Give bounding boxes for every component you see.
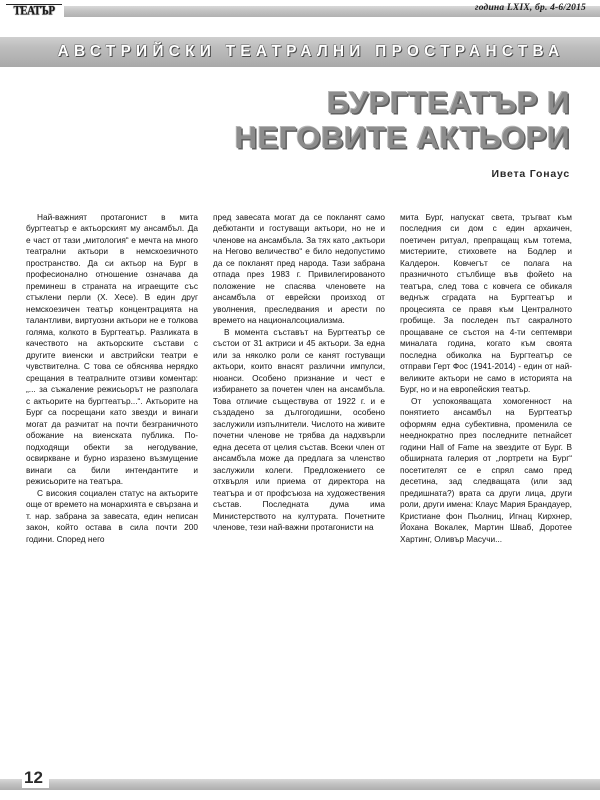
paragraph: С високия социален статус на актьорите още от времето на монархията е свързана и т. нар. забрана за завесата, един неписан закон, който остава в сила почти 200 години. Според него [26,487,199,544]
paragraph: Най-важният протагонист в мита бургтеатър е актьорският му ансамбъл. Да е част от тази „митология“ е мечта на много театрални актьори в немскоезичното пространство. Да си актьор на Бург в професионално отношение означава да преминеш в страната на играещите със стъклени перли (Х. Хесе). В един друг немскоезичен театър концентрацията на талантливи, виртуозни актьори не е толкова голяма, колкото в Бургтеатър. Разликата в качеството на актьорските състави с другите виенски и австрийски театри е чувствителна. С това се обяснява нерядко срещания в театралните отзиви коментар: „... за съжаление режисьорът не разполага с актьорите на бургтеатър...“. Актьорите на Бург са посрещани като звезди и винаги могат да разчитат на почти безграничното обожание на виенската публика. По-подходящи обекти за негодувание, освиркване и бурно изразено възмущение винаги са били интендантите и режисьорите на театъра. [26,212,198,487]
paragraph: мита Бург, напускат света, тръгват към последния си дом с един архаичен, поетичен ритуал, препращащ към тотема, мистериите, стиховете на Бодлер и Калдерон. Ковчегът се полага на празничното стълбище във фойеto на театъра, след това с ковчега се обикаля веднъж сградата на Бургтеатър и процесията се правя към Централното гробище. За последен път сакралното прощаване се състоя на 4-ти септември миналата година, когато към своята последна обиколка на Бургтеатър се отправи Герт Фос (1941-2014) - един от най-великите актьори не само в историята на Бург, но и на европейския театър. [400,212,572,395]
article-body [26,212,574,752]
article-title-block [30,86,570,180]
section-banner-title: АВСТРИЙСКИ ТЕАТРАЛНИ ПРОСТРАНСТВА [57,43,565,60]
article-column-1 [26,212,198,752]
paragraph: пред завесата могат да се покланят само дебютанти и гостуващи актьори, но не и членове на ансамбъла. За тях като „актьори на Негово величество“ е било недопустимо да се покланят пред народа. Тази забрана отпада през 1983 г. Привилегированото положение не спасява членовете на ансамбъла от еврейски произход от уволнения, преследвания и арести по времето на националсоциализма. [213,212,385,326]
article-column-3 [400,212,572,752]
section-banner [0,37,600,67]
paragraph: В момента съставът на Бургтеатър се състои от 31 актриси и 45 актьори. За една или за няколко роли се канят гостуващи актьори, които внасят различни импулси, нюанси. Особено признание и чест е избирането за почетен член на ансамбъла. Това отличие съществува от 1922 г. и е създадено за дългогодишни, особено заслужили изпълнители. Числото на живите почетни членове не трябва да надхвърли една десета от целия състав. Всеки член от ансамбъла може да предлага за членство заслужили колеги. Предложението се отхвърля или приема от директора на театъра и от профсъюза на художествения състав. Последната дума има Министерството на културата. Почетните членове, тези най-важни протагонисти на [213,326,385,533]
paragraph: От успокояващата хомогенност на понятието ансамбъл на Бургтеатър оформям една субективна, променила се нееднократно през последните петнайсет години Hall of Fame на звездите от Бург. В обширната галерия от „портрети на Бург“ посетителят се е спрял само пред десетина, зад следващата (или зад предишната?) врата са други лица, други роли, други имена: Клаус Мария Брандауер, Кристиане фон Пьолниц, Игнац Кирхнер, Йохана Вокалек, Мартин Шваб, Доротее Хартинг, Оливър Масучи... [400,395,572,544]
journal-logo [6,2,62,19]
masthead [0,0,600,22]
article-title-line-2: НЕГОВИТЕ АКТЬОРИ [234,119,570,155]
issue-line: година LXIX, бр. 4-6/2015 [475,3,586,13]
page-number: 12 [22,769,49,788]
journal-logo-text: ТЕАТЪР [13,3,55,18]
article-column-2 [213,212,385,752]
footer-rule [0,779,600,790]
article-title-line-1: БУРГТЕАТЪР И [327,85,570,120]
article-author: Ивета Гонаус [491,168,570,181]
